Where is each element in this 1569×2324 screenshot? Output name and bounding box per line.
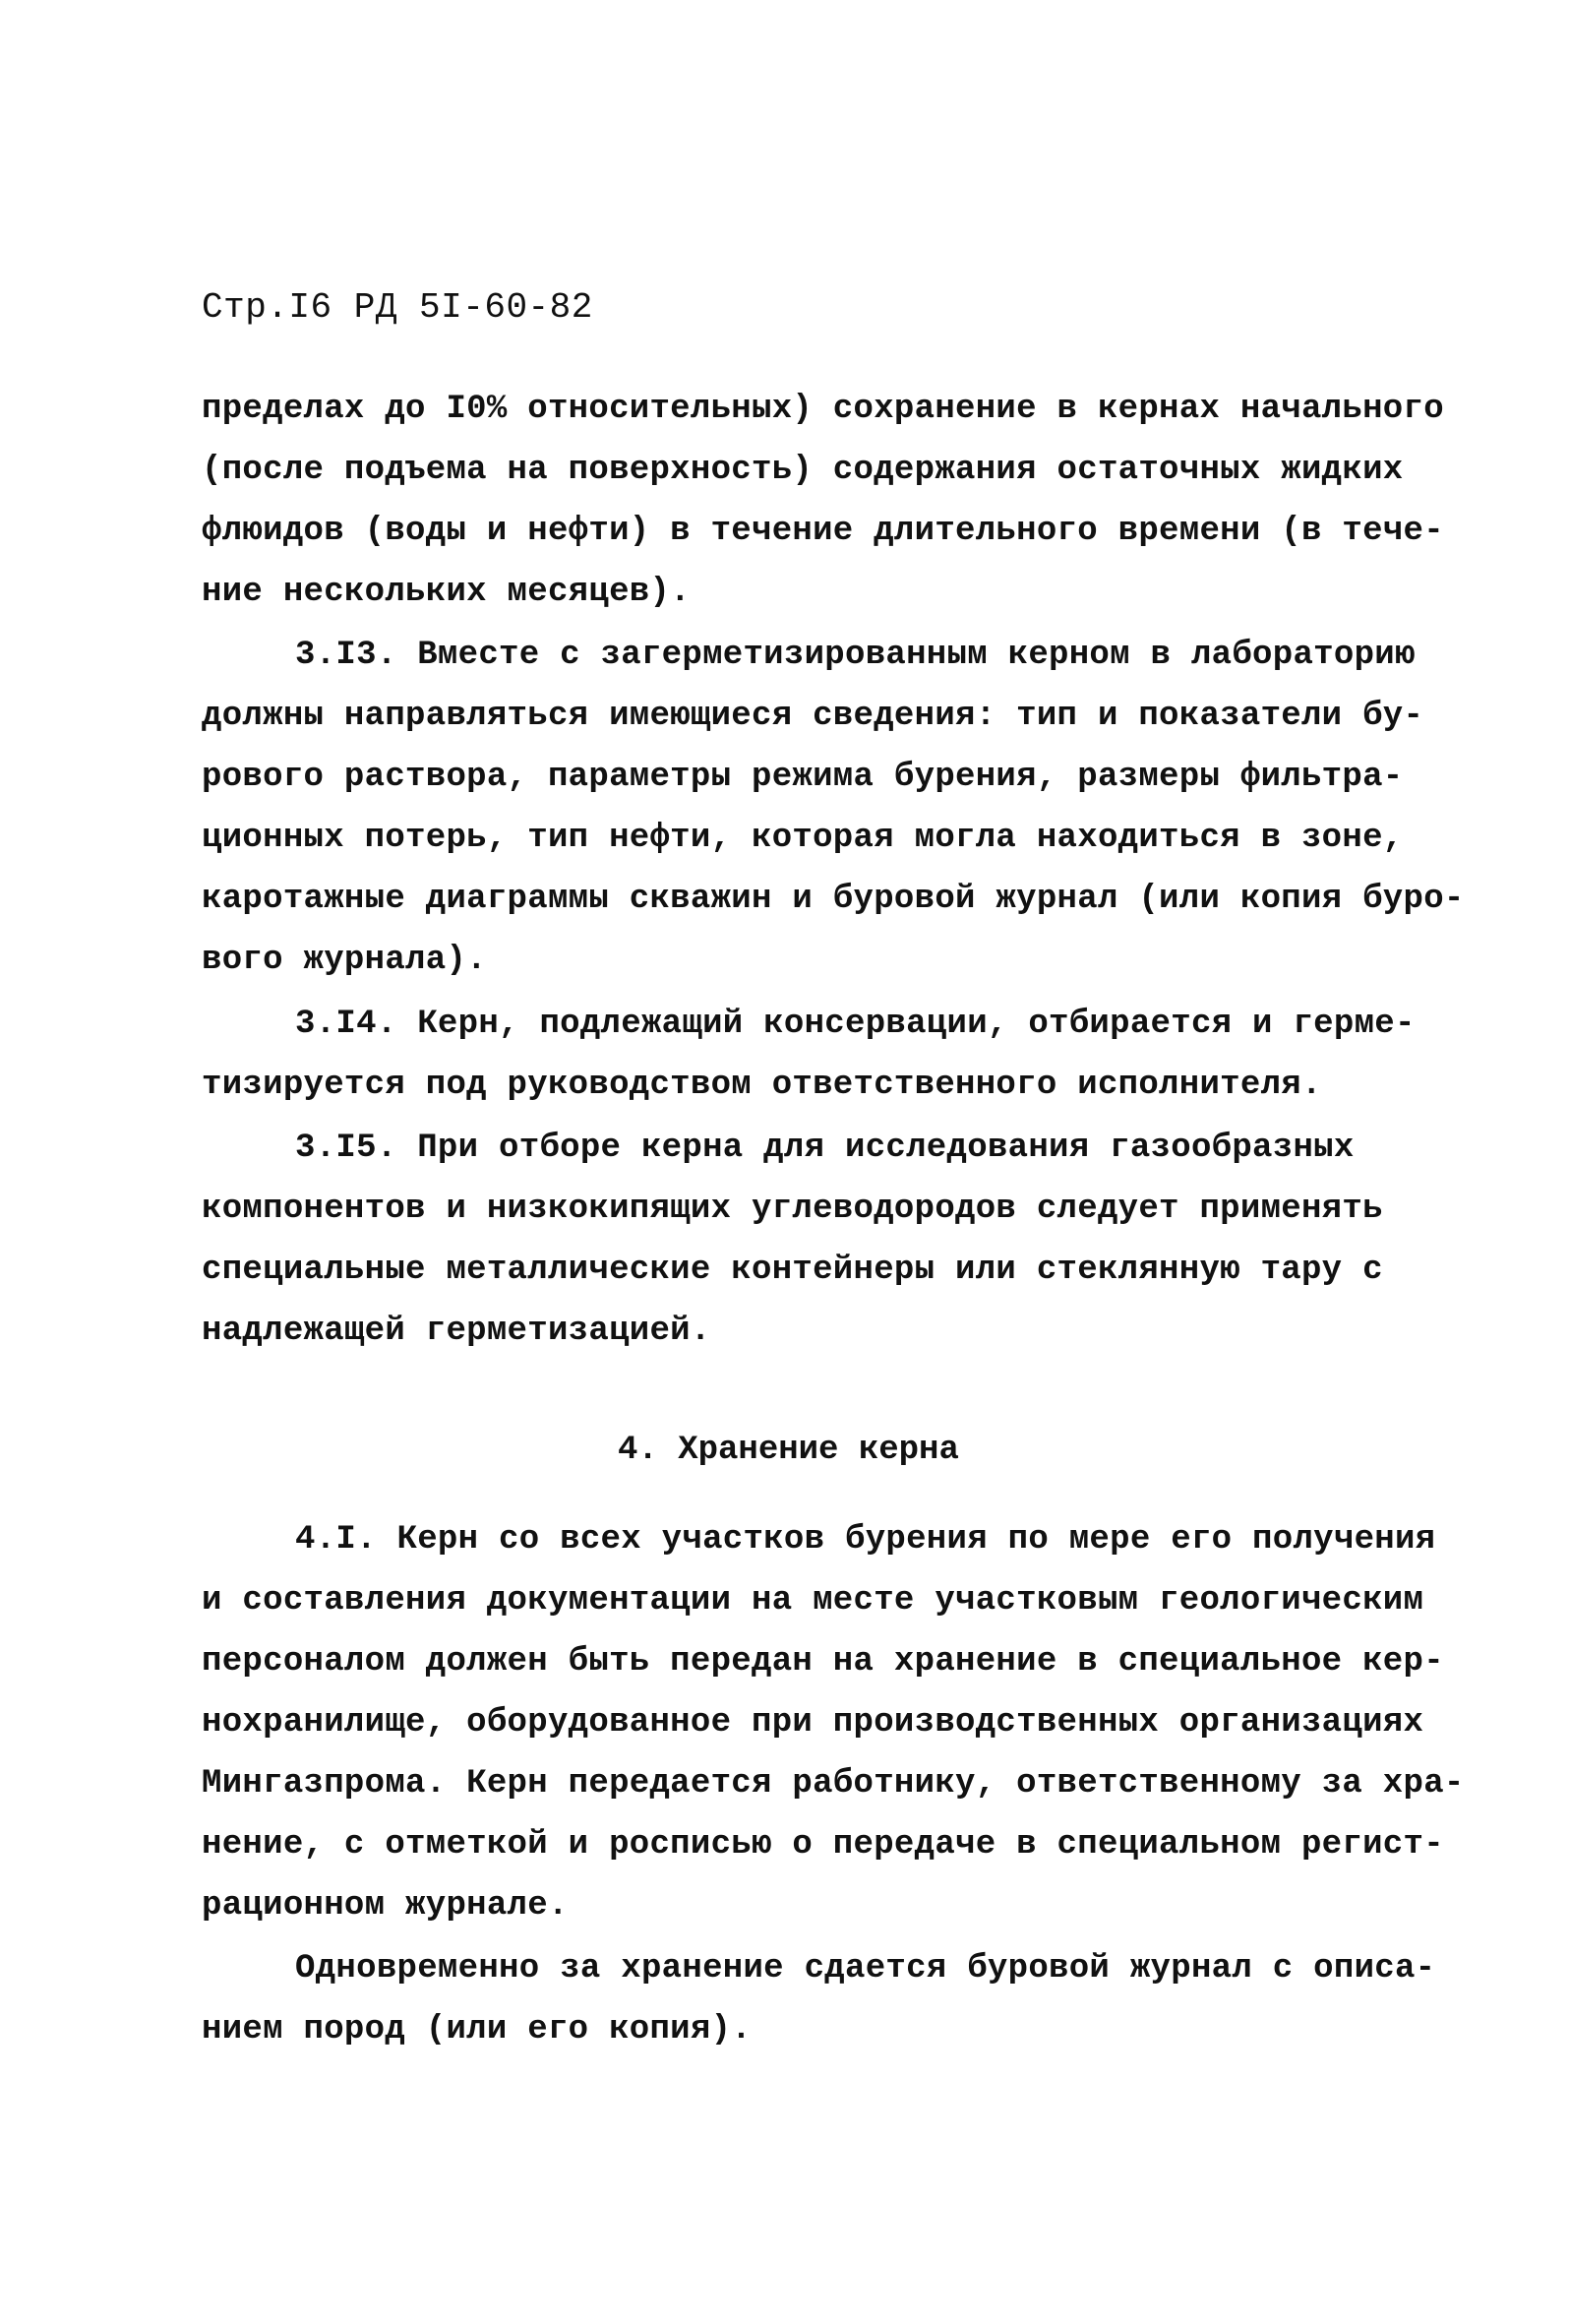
text-line: и составления документации на месте участковым геологическим xyxy=(202,1582,1424,1620)
text-line: нохранилище, оборудованное при производственных организациях xyxy=(202,1704,1424,1742)
text-line: ние нескольких месяцев). xyxy=(202,574,691,611)
text-line: рового раствора, параметры режима бурения, размеры фильтра- xyxy=(202,759,1404,796)
paragraph-start: Одновременно за хранение сдается буровой журнал с описа- xyxy=(295,1950,1436,1988)
text-line: Мингазпрома. Керн передается работнику, ответственному за хра- xyxy=(202,1765,1465,1803)
text-line: нием пород (или его копия). xyxy=(202,2011,752,2049)
paragraph-3-14-start: 3.I4. Керн, подлежащий консервации, отбирается и герме- xyxy=(295,1006,1416,1043)
text-line: (после подъема на поверхность) содержания остаточных жидких xyxy=(202,452,1404,489)
text-line: надлежащей герметизацией. xyxy=(202,1313,711,1350)
text-line: ционных потерь, тип нефти, которая могла находиться в зоне, xyxy=(202,820,1404,857)
paragraph-4-1-start: 4.I. Керн со всех участков бурения по мере его получения xyxy=(295,1521,1436,1559)
text-line: персоналом должен быть передан на хранение в специальное кер- xyxy=(202,1643,1444,1681)
text-line: пределах до I0% относительных) сохранение в кернах начального xyxy=(202,391,1444,428)
text-line: флюидов (воды и нефти) в течение длительного времени (в тече- xyxy=(202,513,1444,550)
section-heading: 4. Хранение керна xyxy=(618,1432,959,1469)
text-line: нение, с отметкой и росписью о передаче в специальном регист- xyxy=(202,1826,1444,1864)
text-line: должны направляться имеющиеся сведения: тип и показатели бу- xyxy=(202,698,1424,735)
text-line: каротажные диаграммы скважин и буровой журнал (или копия буро- xyxy=(202,881,1465,918)
text-line: компонентов и низкокипящих углеводородов следует применять xyxy=(202,1191,1383,1228)
text-line: рационном журнале. xyxy=(202,1887,569,1925)
text-line: вого журнала). xyxy=(202,942,487,979)
paragraph-3-13-start: 3.I3. Вместе с загерметизированным керном в лабораторию xyxy=(295,637,1416,674)
paragraph-3-15-start: 3.I5. При отборе керна для исследования газообразных xyxy=(295,1130,1355,1167)
text-line: тизируется под руководством ответственного исполнителя. xyxy=(202,1067,1322,1104)
text-line: специальные металлические контейнеры или стеклянную тару с xyxy=(202,1252,1383,1289)
page-header: Стр.I6 РД 5I-60-82 xyxy=(202,287,593,328)
